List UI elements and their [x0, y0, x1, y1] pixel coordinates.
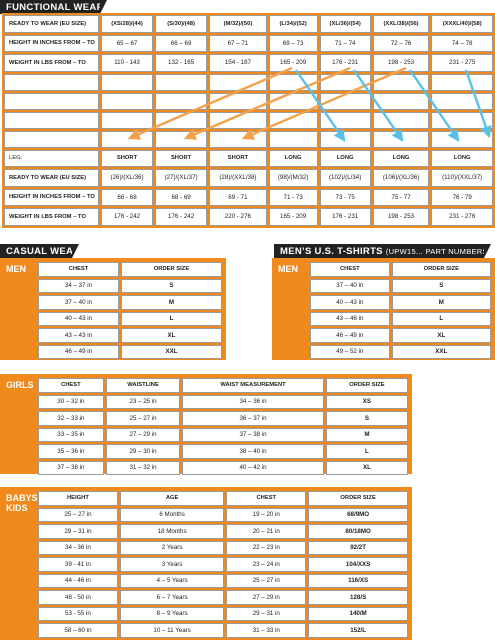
- table-cell: 71 – 74: [320, 35, 371, 53]
- table-cell: ORDER SIZE: [308, 491, 408, 506]
- tshirts-men-label: MEN: [278, 264, 298, 274]
- table-row: [38, 491, 408, 506]
- table-row: [4, 131, 493, 148]
- table-row: [38, 395, 408, 410]
- table-cell: 25 – 27 in: [226, 574, 306, 589]
- table-cell: 10 – 11 Years: [120, 623, 224, 638]
- table-row: [38, 411, 408, 426]
- table-cell: 38 – 40 in: [182, 444, 324, 459]
- girls-table: [36, 376, 410, 477]
- table-row: [38, 574, 408, 589]
- table-cell: (28)/(XXL/38): [209, 169, 267, 187]
- table-cell: (XL/36)/(54): [320, 15, 371, 33]
- table-cell: 65 – 67: [101, 35, 153, 53]
- table-cell: 67 – 71: [209, 35, 267, 53]
- table-cell: LONG: [320, 150, 371, 168]
- table-row: [4, 93, 493, 110]
- table-cell: READY TO WEAR (EU SIZE): [4, 169, 99, 187]
- table-cell: 8 – 9 Years: [120, 607, 224, 622]
- table-cell: (98)/(M/32): [269, 169, 318, 187]
- table-cell: 68/9MO: [308, 508, 408, 523]
- table-cell: 80/18MO: [308, 524, 408, 539]
- table-cell: 76 - 79: [431, 189, 493, 207]
- table-cell: 71 - 73: [269, 189, 318, 207]
- table-row: [38, 541, 408, 556]
- table-row: [310, 279, 491, 294]
- table-cell: L: [121, 312, 222, 327]
- table-cell: 40 – 42 in: [182, 461, 324, 476]
- table-row: [4, 74, 493, 91]
- table-cell: 27 – 29 in: [106, 428, 180, 443]
- table-cell: XL: [392, 328, 491, 343]
- table-cell: SHORT: [155, 150, 207, 168]
- table-cell: 72 – 76: [373, 35, 430, 53]
- tshirts-title: MEN’S U.S. T-SHIRTS (UPW15... PART NUMBERS): [274, 244, 484, 258]
- table-row: [38, 623, 408, 638]
- table-row: [310, 312, 491, 327]
- functional-wear-table: [2, 13, 495, 228]
- table-row: [4, 54, 493, 72]
- table-cell: ORDER SIZE: [326, 378, 408, 393]
- table-row: [38, 262, 222, 277]
- table-cell: (110)/(XXL/37): [431, 169, 493, 187]
- table-cell: 33 – 35 in: [38, 428, 104, 443]
- table-cell: HEIGHT IN INCHES FROM – TO: [4, 189, 99, 207]
- table-cell: 37 – 40 in: [38, 295, 119, 310]
- table-cell: SHORT: [101, 150, 153, 168]
- table-cell: (S/30)/(48): [155, 15, 207, 33]
- table-cell: 66 – 69: [155, 35, 207, 53]
- table-row: [38, 508, 408, 523]
- table-cell: ORDER SIZE: [392, 262, 491, 277]
- table-cell: M: [326, 428, 408, 443]
- table-cell: 3 Years: [120, 557, 224, 572]
- babys-kids-table: [36, 489, 410, 640]
- table-cell: 66 - 68: [101, 189, 153, 207]
- table-cell: 6 – 7 Years: [120, 590, 224, 605]
- table-cell: 176 - 242: [101, 208, 153, 226]
- table-row: [38, 428, 408, 443]
- table-cell: 25 – 27 in: [38, 508, 118, 523]
- table-cell: 30 – 32 in: [38, 395, 104, 410]
- table-cell: 176 - 231: [320, 54, 371, 72]
- table-cell: 20 – 21 in: [226, 524, 306, 539]
- table-cell: 176 - 231: [320, 208, 371, 226]
- table-cell: 6 Months: [120, 508, 224, 523]
- table-cell: 37 – 38 in: [182, 428, 324, 443]
- table-cell: 220 - 276: [209, 208, 267, 226]
- table-cell: 23 – 24 in: [226, 557, 306, 572]
- table-cell: WAIST MEASUREMENT: [182, 378, 324, 393]
- table-cell: (XS/28)/(44): [101, 15, 153, 33]
- table-cell: 44 - 46 in: [38, 574, 118, 589]
- table-row: [38, 524, 408, 539]
- table-cell: 48 - 50 in: [38, 590, 118, 605]
- babys-kids-label: BABYS KIDS: [6, 493, 38, 513]
- table-row: [4, 35, 493, 53]
- table-cell: 23 – 25 in: [106, 395, 180, 410]
- table-cell: M: [121, 295, 222, 310]
- table-cell: 27 – 29 in: [226, 590, 306, 605]
- table-cell: (102)/(L/34): [320, 169, 371, 187]
- table-cell: XL: [326, 461, 408, 476]
- table-row: [310, 328, 491, 343]
- table-cell: 39 - 41 in: [38, 557, 118, 572]
- table-row: [38, 607, 408, 622]
- table-row: [310, 345, 491, 360]
- table-cell: WEIGHT IN LBS FROM – TO: [4, 208, 99, 226]
- table-cell: 198 - 253: [373, 208, 430, 226]
- table-cell: 25 – 27 in: [106, 411, 180, 426]
- table-row: [38, 312, 222, 327]
- table-row: [38, 345, 222, 360]
- table-cell: 22 – 23 in: [226, 541, 306, 556]
- table-cell: 31 – 33 in: [226, 623, 306, 638]
- babys-kids-block: [0, 487, 412, 640]
- table-cell: 4 – 5 Years: [120, 574, 224, 589]
- table-cell: 37 – 40 in: [310, 279, 390, 294]
- table-row: [310, 295, 491, 310]
- table-cell: 34 – 37 in: [38, 279, 119, 294]
- table-cell: HEIGHT IN INCHES FROM – TO: [4, 35, 99, 53]
- table-cell: 92/2T: [308, 541, 408, 556]
- table-cell: XXL: [392, 345, 491, 360]
- tshirts-men-block: [272, 258, 495, 360]
- table-row: [38, 444, 408, 459]
- table-cell: 37 – 38 in: [38, 461, 104, 476]
- table-cell: S: [326, 411, 408, 426]
- table-cell: XXL: [121, 345, 222, 360]
- table-cell: 43 – 46 in: [310, 312, 390, 327]
- table-cell: (XXXL/40)/(58): [431, 15, 493, 33]
- table-cell: 132 - 165: [155, 54, 207, 72]
- table-cell: 128/S: [308, 590, 408, 605]
- casual-men-block: [0, 258, 226, 360]
- table-cell: 68 - 69: [155, 189, 207, 207]
- table-cell: 46 – 49 in: [38, 345, 119, 360]
- table-cell: 165 - 209: [269, 208, 318, 226]
- table-cell: 231 - 276: [431, 208, 493, 226]
- table-cell: 29 – 31 in: [226, 607, 306, 622]
- table-cell: XL: [121, 328, 222, 343]
- table-cell: 36 – 37 in: [182, 411, 324, 426]
- table-row: [310, 262, 491, 277]
- table-cell: 46 – 49 in: [310, 328, 390, 343]
- table-cell: SHORT: [209, 150, 267, 168]
- table-row: [4, 208, 493, 226]
- table-cell: WEIGHT IN LBS FROM – TO: [4, 54, 99, 72]
- table-row: [38, 461, 408, 476]
- table-cell: 32 – 33 in: [38, 411, 104, 426]
- table-row: [38, 279, 222, 294]
- table-cell: 231 - 275: [431, 54, 493, 72]
- table-cell: AGE: [120, 491, 224, 506]
- table-cell: 43 – 43 in: [38, 328, 119, 343]
- table-cell: CHEST: [38, 378, 104, 393]
- table-cell: 49 – 52 in: [310, 345, 390, 360]
- table-cell: 110 - 143: [101, 54, 153, 72]
- table-row: [4, 112, 493, 129]
- table-row: [4, 189, 493, 207]
- table-cell: 2 Years: [120, 541, 224, 556]
- table-cell: 19 – 20 in: [226, 508, 306, 523]
- table-cell: (L/34)/(52): [269, 15, 318, 33]
- table-cell: ORDER SIZE: [121, 262, 222, 277]
- table-cell: 154 - 187: [209, 54, 267, 72]
- table-cell: 40 – 43 in: [38, 312, 119, 327]
- table-cell: S: [392, 279, 491, 294]
- table-cell: 198 - 253: [373, 54, 430, 72]
- table-cell: 69 - 71: [209, 189, 267, 207]
- table-cell: (27)/(XL/37): [155, 169, 207, 187]
- table-cell: 34 – 36 in: [182, 395, 324, 410]
- table-cell: 31 – 32 in: [106, 461, 180, 476]
- table-row: [4, 15, 493, 33]
- table-cell: CHEST: [310, 262, 390, 277]
- table-cell: (M/32)/(50): [209, 15, 267, 33]
- table-cell: 29 – 30 in: [106, 444, 180, 459]
- table-cell: 116/XS: [308, 574, 408, 589]
- table-cell: 58 – 60 in: [38, 623, 118, 638]
- table-cell: LONG: [431, 150, 493, 168]
- table-row: [38, 328, 222, 343]
- table-cell: L: [392, 312, 491, 327]
- table-cell: (26)/(XL/36): [101, 169, 153, 187]
- table-cell: 18 Months: [120, 524, 224, 539]
- girls-block: [0, 374, 412, 474]
- table-cell: M: [392, 295, 491, 310]
- table-cell: CHEST: [226, 491, 306, 506]
- table-cell: 40 – 43 in: [310, 295, 390, 310]
- table-row: [38, 557, 408, 572]
- table-cell: 75 - 77: [373, 189, 430, 207]
- table-row: [38, 295, 222, 310]
- table-cell: 34 - 36 in: [38, 541, 118, 556]
- table-cell: 104/XXS: [308, 557, 408, 572]
- table-cell: HEIGHT: [38, 491, 118, 506]
- table-cell: 74 – 78: [431, 35, 493, 53]
- casual-wear-title: CASUAL WEAR: [0, 244, 72, 258]
- table-row: [38, 378, 408, 393]
- table-cell: 152/L: [308, 623, 408, 638]
- table-cell: 165 - 209: [269, 54, 318, 72]
- table-cell: XS: [326, 395, 408, 410]
- table-cell: S: [121, 279, 222, 294]
- table-row: [4, 150, 493, 168]
- casual-men-label: MEN: [6, 264, 26, 274]
- table-cell: 69 – 73: [269, 35, 318, 53]
- table-row: [38, 590, 408, 605]
- casual-men-table: [36, 260, 224, 361]
- girls-label: GIRLS: [6, 380, 34, 390]
- table-cell: (106)/(XL/36): [373, 169, 430, 187]
- table-cell: 73 - 75: [320, 189, 371, 207]
- table-cell: (XXL/38)/(56): [373, 15, 430, 33]
- table-row: [4, 169, 493, 187]
- functional-wear-title: FUNCTIONAL WEAR: [0, 0, 100, 14]
- table-cell: 140/M: [308, 607, 408, 622]
- table-cell: LONG: [373, 150, 430, 168]
- table-cell: READY TO WEAR (EU SIZE): [4, 15, 99, 33]
- table-cell: CHEST: [38, 262, 119, 277]
- table-cell: 35 – 36 in: [38, 444, 104, 459]
- table-cell: LEG:: [4, 150, 99, 168]
- tshirts-men-table: [308, 260, 493, 361]
- table-cell: 176 - 242: [155, 208, 207, 226]
- table-cell: 29 – 31 in: [38, 524, 118, 539]
- table-cell: L: [326, 444, 408, 459]
- table-cell: LONG: [269, 150, 318, 168]
- table-cell: 53 - 55 in: [38, 607, 118, 622]
- table-cell: WAISTLINE: [106, 378, 180, 393]
